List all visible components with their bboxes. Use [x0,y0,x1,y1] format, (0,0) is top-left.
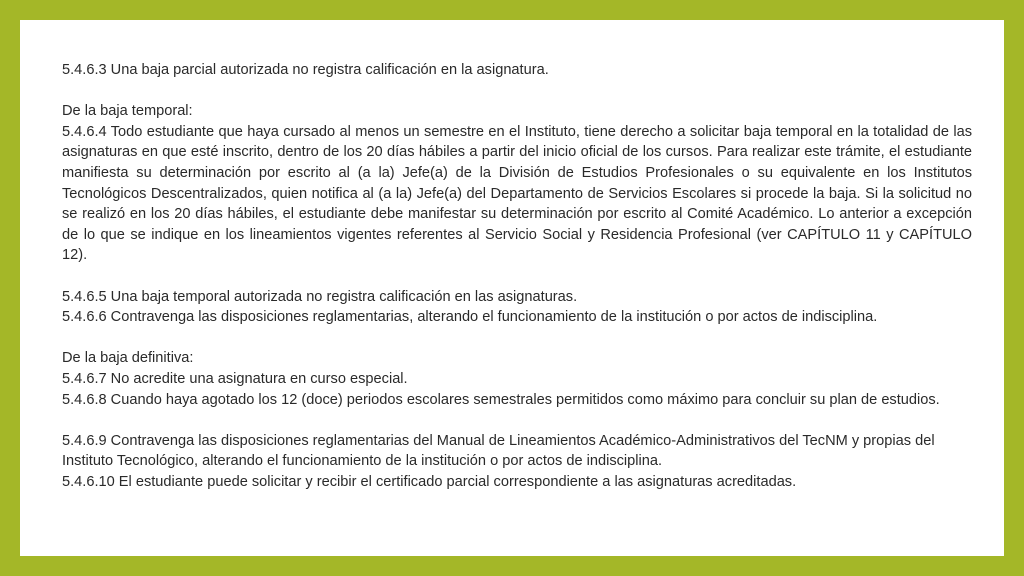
spacer [62,81,972,102]
paragraph-5-4-6-8: 5.4.6.8 Cuando haya agotado los 12 (doce) periodos escolares semestrales permitidos como máximo para concluir su plan de estudios. [62,391,940,408]
spacer [62,328,972,349]
slide-content [20,20,1004,556]
spacer [62,410,972,431]
heading-baja-definitiva: De la baja definitiva: [62,350,194,367]
paragraph-5-4-6-9: 5.4.6.9 Contravenga las disposiciones reglamentarias del Manual de Lineamientos Académico-Administrativos del TecNM y propias del Instituto Tecnológico, alterando el funcionamiento de la institución o por actos de indisciplina. [62,432,935,470]
paragraph-5-4-6-5: 5.4.6.5 Una baja temporal autorizada no registra calificación en las asignaturas. [62,288,578,305]
paragraph-5-4-6-7: 5.4.6.7 No acredite una asignatura en curso especial. [62,370,408,387]
heading-baja-temporal: De la baja temporal: [62,103,193,120]
spacer [62,266,972,287]
paragraph-5-4-6-3: 5.4.6.3 Una baja parcial autorizada no registra calificación en la asignatura. [62,62,549,78]
paragraph-5-4-6-10: 5.4.6.10 El estudiante puede solicitar y recibir el certificado parcial correspondiente a las asignaturas acreditadas. [62,473,797,490]
paragraph-5-4-6-4: 5.4.6.4 Todo estudiante que haya cursado al menos un semestre en el Instituto, tiene derecho a solicitar baja temporal en la totalidad de las asignaturas en que esté inscrito, dentro de los 20 días hábiles a partir del inicio oficial de los cursos. Para realizar este trámite, el estudiante manifiesta su determinación por escrito al (a la) Jefe(a) de la División de Estudios Profesionales o su equivalente en los Institutos Tecnológicos Descentralizados, quien notifica al (a la) Jefe(a) del Departamento de Servicios Escolares si procede la baja. Si la solicitud no se realizó en los 20 días hábiles, el estudiante debe manifestar su determinación por escrito al Comité Académico. Lo anterior a excepción de lo que se indique en los lineamientos vigentes referentes al Servicio Social y Residencia Profesional (ver CAPÍTULO 11 y CAPÍTULO 12). [62,123,972,264]
paragraph-5-4-6-6: 5.4.6.6 Contravenga las disposiciones reglamentarias, alterando el funcionamiento de la institución o por actos de indisciplina. [62,309,878,326]
